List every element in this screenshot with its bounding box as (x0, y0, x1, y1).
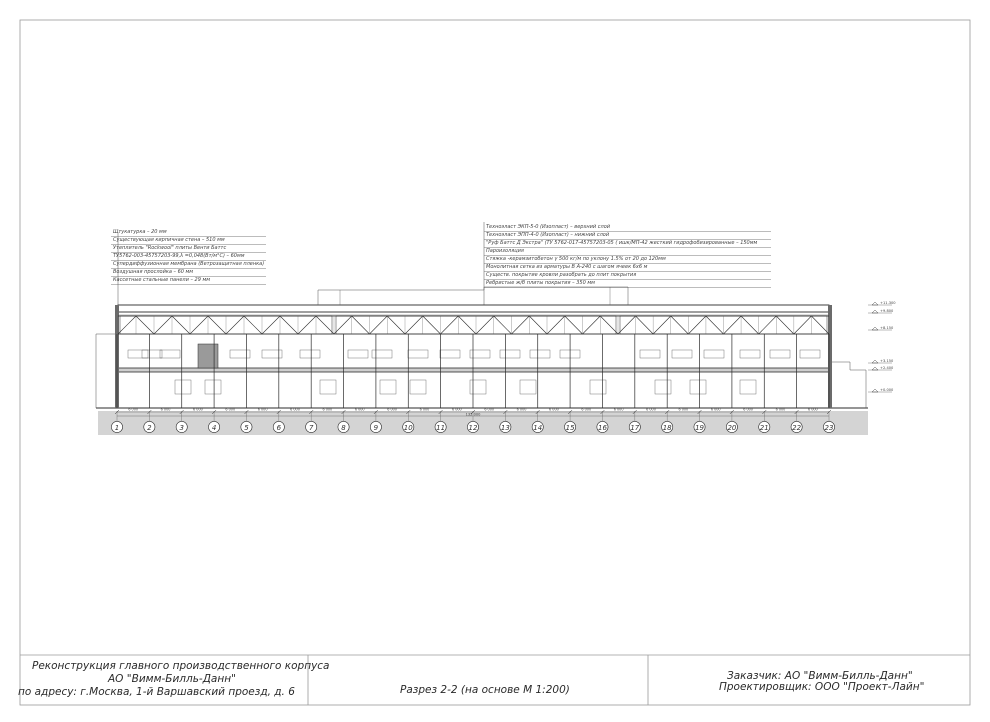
layer-note: ТУ5762-003-45757203-99,λ =0,048(Вт/м°С) – 60мм (113, 253, 245, 259)
truss-diagonal (441, 316, 459, 334)
axis-label: 11 (436, 424, 446, 432)
truss-diagonal (494, 316, 512, 334)
truss-diagonal (154, 316, 172, 334)
layer-note: Техноэласт ЭПП-4-0 (Изопласт) – нижний слой (486, 232, 610, 238)
axis-label: 13 (500, 424, 510, 432)
axis-label: 7 (308, 424, 314, 432)
axis-label: 12 (468, 424, 478, 432)
dimension-label: 6 000 (646, 407, 656, 412)
axis-label: 4 (211, 424, 217, 432)
truss-diagonal (811, 316, 829, 334)
dimension-label: 6 000 (387, 407, 397, 412)
upper-window (348, 350, 368, 358)
axis-label: 1 (114, 424, 120, 432)
layer-note: Утеплитель "Rockwool" плиты Венти Баттс (113, 245, 227, 251)
upper-window (640, 350, 660, 358)
upper-window (740, 350, 760, 358)
truss-diagonal (512, 316, 530, 334)
elevation-triangle (872, 367, 878, 370)
axis-label: 2 (147, 424, 152, 432)
layer-note: "Руф Баттс Д Экстра" (ТУ 5762-017-45757203-05 ( ишк/МП-42 жесткий гидрофобизированные – 150мм (486, 240, 758, 246)
upper-window (230, 350, 250, 358)
dimension-label: 6 000 (775, 407, 786, 412)
right-exterior-wall (828, 305, 832, 408)
truss-diagonal (208, 316, 226, 334)
axis-label: 3 (179, 424, 184, 432)
truss-diagonal (776, 316, 794, 334)
elevation-label: +11.300 (880, 301, 896, 305)
roof-penthouse-outline (318, 287, 628, 305)
designer-line: Проектировщик: ООО "Проект-Лайн" (719, 681, 925, 693)
customer-line: Заказчик: АО "Вимм-Билль-Данн" (727, 670, 913, 682)
truss-diagonal (190, 316, 208, 334)
elevation-label: +9.800 (880, 309, 894, 313)
ground-opening (470, 380, 486, 394)
truss-diagonal (280, 316, 298, 334)
dimension-label: 6 000 (710, 407, 721, 412)
axis-label: 23 (824, 424, 834, 432)
layer-note: Воздушная прослойка – 60 мм (113, 269, 194, 275)
dimension-label: 6 000 (807, 407, 818, 412)
truss-diagonal (118, 316, 136, 334)
truss-diagonal (316, 316, 334, 334)
axis-label: 18 (662, 424, 672, 432)
upper-window (160, 350, 180, 358)
axis-label: 15 (565, 424, 575, 432)
ground-opening (590, 380, 606, 394)
axis-label: 21 (759, 424, 769, 432)
dimension-label: 6 000 (128, 407, 139, 412)
dimension-label: 6 000 (613, 407, 624, 412)
axis-label: 16 (597, 424, 607, 432)
elevation-triangle (872, 360, 878, 363)
dimension-label: 6 000 (257, 407, 268, 412)
truss-diagonal (226, 316, 244, 334)
layer-note: Монолитная сетка из арматуры В А-240 с шагом ячеек 6х6 м (486, 264, 648, 270)
dimension-label: 6 000 (451, 407, 462, 412)
dimension-label: 6 000 (225, 407, 236, 412)
layer-note: Пароизоляция (486, 248, 524, 254)
truss-diagonal (172, 316, 190, 334)
elevation-triangle (872, 302, 878, 305)
elevation-triangle (872, 310, 878, 313)
project-address: по адресу: г.Москва, 1-й Варшавский проезд, д. 6 (18, 686, 295, 698)
project-title-line1: Реконструкция главного производственного корпуса (32, 660, 330, 672)
truss-diagonal (387, 316, 405, 334)
axis-label: 14 (533, 424, 543, 432)
ground-opening (740, 380, 756, 394)
ground-opening (380, 380, 396, 394)
left-annex-outline (96, 334, 118, 408)
axis-label: 6 (276, 424, 282, 432)
truss-diagonal (653, 316, 671, 334)
truss-diagonal (565, 316, 583, 334)
dimension-label: 6 000 (678, 407, 689, 412)
axis-label: 19 (695, 424, 705, 432)
layer-note: Техноэласт ЭКП-5-0 (Изопласт) – верхний слой (486, 224, 611, 230)
axis-label: 17 (630, 424, 640, 432)
elevation-triangle (872, 389, 878, 392)
upper-window (704, 350, 724, 358)
axis-label: 9 (373, 424, 379, 432)
dimension-label: 6 000 (160, 407, 171, 412)
ground-opening (175, 380, 191, 394)
project-title-line2: АО "Вимм-Билль-Данн" (108, 673, 236, 685)
upper-window (530, 350, 550, 358)
upper-window (408, 350, 428, 358)
ground-opening (320, 380, 336, 394)
upper-window (672, 350, 692, 358)
truss-diagonal (759, 316, 777, 334)
axis-label: 20 (727, 424, 737, 432)
upper-window (500, 350, 520, 358)
roof-trusses (118, 316, 829, 334)
sheet-frame (20, 20, 970, 705)
elevation-label: +2.400 (880, 366, 894, 370)
truss-diagonal (547, 316, 565, 334)
upper-window (440, 350, 460, 358)
roof-slab (118, 305, 829, 312)
layer-note: Существующая кирпичная стена – 510 мм (113, 237, 225, 243)
dimension-label: 6 000 (290, 407, 300, 412)
layer-note: Штукатурка – 20 мм (113, 229, 167, 235)
elevation-marks (868, 301, 896, 392)
dimension-label: 6 000 (419, 407, 430, 412)
layer-note: Супердиффузионная мембрана (Ветрозащитная пленка) (113, 261, 265, 267)
ground-opening (410, 380, 426, 394)
truss-diagonal (262, 316, 280, 334)
dimension-label: 6 000 (743, 407, 753, 412)
truss-diagonal (583, 316, 601, 334)
truss-diagonal (244, 316, 262, 334)
truss-diagonal (741, 316, 759, 334)
upper-window (800, 350, 820, 358)
ground-opening (520, 380, 536, 394)
truss-diagonal (423, 316, 441, 334)
dimension-label: 6 000 (549, 407, 559, 412)
upper-window (300, 350, 320, 358)
upper-window (142, 350, 162, 358)
upper-window (128, 350, 148, 358)
ground-opening (690, 380, 706, 394)
truss-diagonal (298, 316, 316, 334)
truss-diagonal (405, 316, 423, 334)
intermediate-floor-slab (118, 368, 829, 372)
layer-note: Кассетные стальные панели – 29 мм (113, 277, 211, 283)
dimension-label: 6 000 (193, 407, 203, 412)
dimension-label: 6 000 (322, 407, 333, 412)
dimension-label: 6 000 (581, 407, 592, 412)
upper-window (770, 350, 790, 358)
layer-note: Стяжка -керамзитобетон γ 500 кг/м по уклону 1.5% от 20 до 120мм (486, 256, 666, 262)
right-annex-outline (829, 362, 866, 408)
truss-diagonal (370, 316, 388, 334)
elevation-label: +0.000 (880, 388, 894, 392)
elevation-triangle (872, 327, 878, 330)
truss-diagonal (636, 316, 654, 334)
upper-window (372, 350, 392, 358)
truss-diagonal (136, 316, 154, 334)
truss-diagonal (794, 316, 812, 334)
truss-diagonal (688, 316, 706, 334)
truss-diagonal (600, 316, 618, 334)
dimension-label: 6 000 (484, 407, 495, 412)
axis-label: 22 (792, 424, 802, 432)
layer-note: Существ. покрытие кровли разобрать до плит покрытия (486, 272, 637, 278)
ground-opening (655, 380, 671, 394)
ground-opening (205, 380, 221, 394)
building-structure (96, 287, 868, 435)
truss-diagonal (476, 316, 494, 334)
truss-diagonal (529, 316, 547, 334)
dimension-label: 6 000 (354, 407, 365, 412)
truss-diagonal (724, 316, 742, 334)
truss-diagonal (352, 316, 370, 334)
elevation-label: +8.150 (880, 326, 894, 330)
dimension-label: 6 000 (516, 407, 527, 412)
truss-diagonal (334, 316, 352, 334)
truss-diagonal (458, 316, 476, 334)
drawing-title: Разрез 2-2 (на основе М 1:200) (400, 684, 570, 696)
elevation-label: +3.150 (880, 359, 894, 363)
freight-door (198, 344, 218, 368)
overall-dimension-label: 132 000 (465, 412, 481, 417)
axis-label: 10 (403, 424, 413, 432)
axis-label: 8 (341, 424, 346, 432)
layer-note: Ребристые ж/б плиты покрытия – 350 мм (486, 280, 595, 286)
truss-diagonal (706, 316, 724, 334)
truss-diagonal (671, 316, 689, 334)
truss-diagonal (618, 316, 636, 334)
axis-label: 5 (244, 424, 249, 432)
